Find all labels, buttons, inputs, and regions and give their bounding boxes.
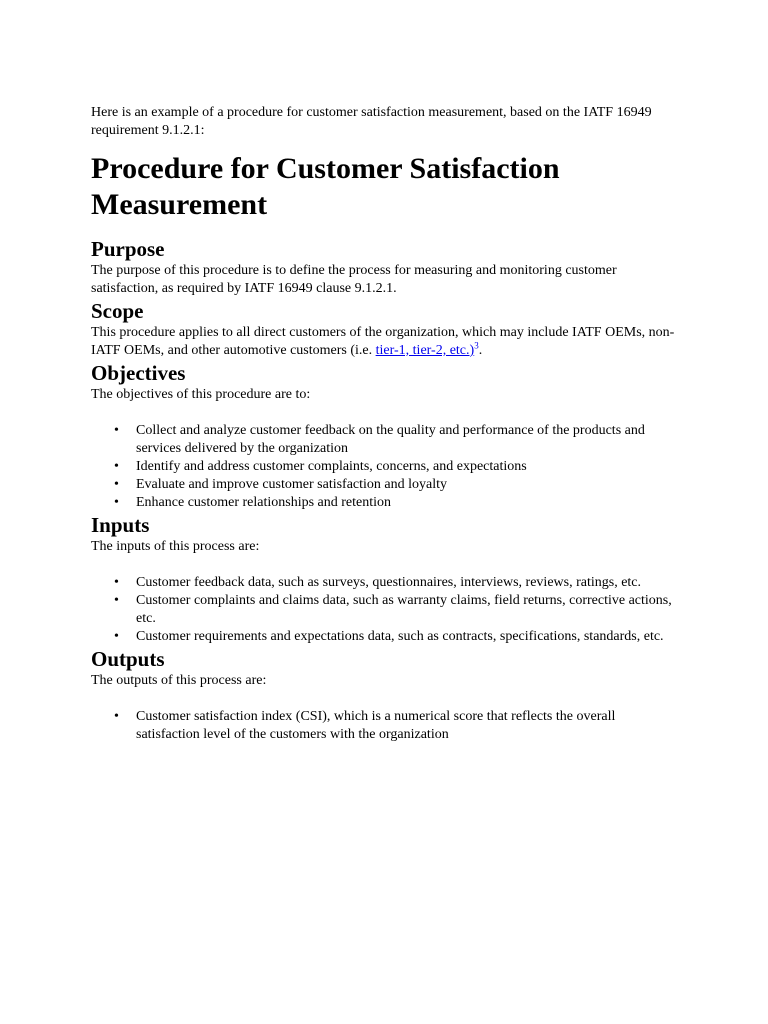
- inputs-lead: The inputs of this process are:: [91, 539, 260, 554]
- list-item: [91, 708, 676, 744]
- bullet-icon: •: [114, 593, 119, 608]
- inputs-heading: Inputs: [91, 513, 150, 537]
- list-item-text: Customer complaints and claims data, such as warranty claims, field returns, corrective actions, etc.: [136, 593, 672, 626]
- objectives-list: [91, 422, 676, 512]
- list-item-text: Identify and address customer complaints, concerns, and expectations: [136, 459, 527, 474]
- purpose-heading: Purpose: [91, 237, 165, 261]
- scope-text-end: .: [478, 343, 483, 358]
- list-item: [91, 422, 676, 458]
- list-item-text: Customer requirements and expectations data, such as contracts, specifications, standards, etc.: [136, 629, 664, 644]
- objectives-heading: Objectives: [91, 361, 186, 385]
- tier-customers-link[interactable]: tier-1, tier-2, etc.): [375, 343, 475, 358]
- list-item: [91, 628, 676, 646]
- list-item: [91, 592, 676, 628]
- list-item: [91, 476, 676, 494]
- list-item: [91, 458, 676, 476]
- page-title: Procedure for Customer Satisfaction Measurement: [91, 152, 560, 221]
- outputs-heading: Outputs: [91, 647, 165, 671]
- document-page: [91, 104, 676, 744]
- list-item: [91, 574, 676, 592]
- list-item-text: Evaluate and improve customer satisfaction and loyalty: [136, 477, 448, 492]
- scope-paragraph: [91, 324, 676, 360]
- outputs-lead: The outputs of this process are:: [91, 673, 267, 688]
- list-item: [91, 494, 676, 512]
- intro-paragraph: Here is an example of a procedure for customer satisfaction measurement, based on the IATF 16949 requirement 9.1.2.1:: [91, 105, 652, 138]
- bullet-icon: •: [114, 709, 119, 724]
- bullet-icon: •: [114, 495, 119, 510]
- bullet-icon: •: [114, 629, 119, 644]
- bullet-icon: •: [114, 575, 119, 590]
- purpose-paragraph: The purpose of this procedure is to define the process for measuring and monitoring customer satisfaction, as required by IATF 16949 clause 9.1.2.1.: [91, 263, 617, 296]
- outputs-list: [91, 708, 676, 744]
- objectives-lead: The objectives of this procedure are to:: [91, 387, 311, 402]
- bullet-icon: •: [114, 459, 119, 474]
- bullet-icon: •: [114, 477, 119, 492]
- scope-text: This procedure applies to all direct customers of the organization, which may include IATF OEMs, non-IATF OEMs, and other automotive customers (i.e.: [91, 325, 675, 358]
- list-item-text: Customer satisfaction index (CSI), which is a numerical score that reflects the overall satisfaction level of the customers with the organization: [136, 709, 616, 742]
- inputs-list: [91, 574, 676, 646]
- footnote-reference[interactable]: 3: [474, 340, 479, 351]
- list-item-text: Enhance customer relationships and retention: [136, 495, 392, 510]
- list-item-text: Customer feedback data, such as surveys, questionnaires, interviews, reviews, ratings, etc.: [136, 575, 642, 590]
- scope-heading: Scope: [91, 299, 144, 323]
- list-item-text: Collect and analyze customer feedback on the quality and performance of the products and services delivered by the organization: [136, 423, 645, 456]
- bullet-icon: •: [114, 423, 119, 438]
